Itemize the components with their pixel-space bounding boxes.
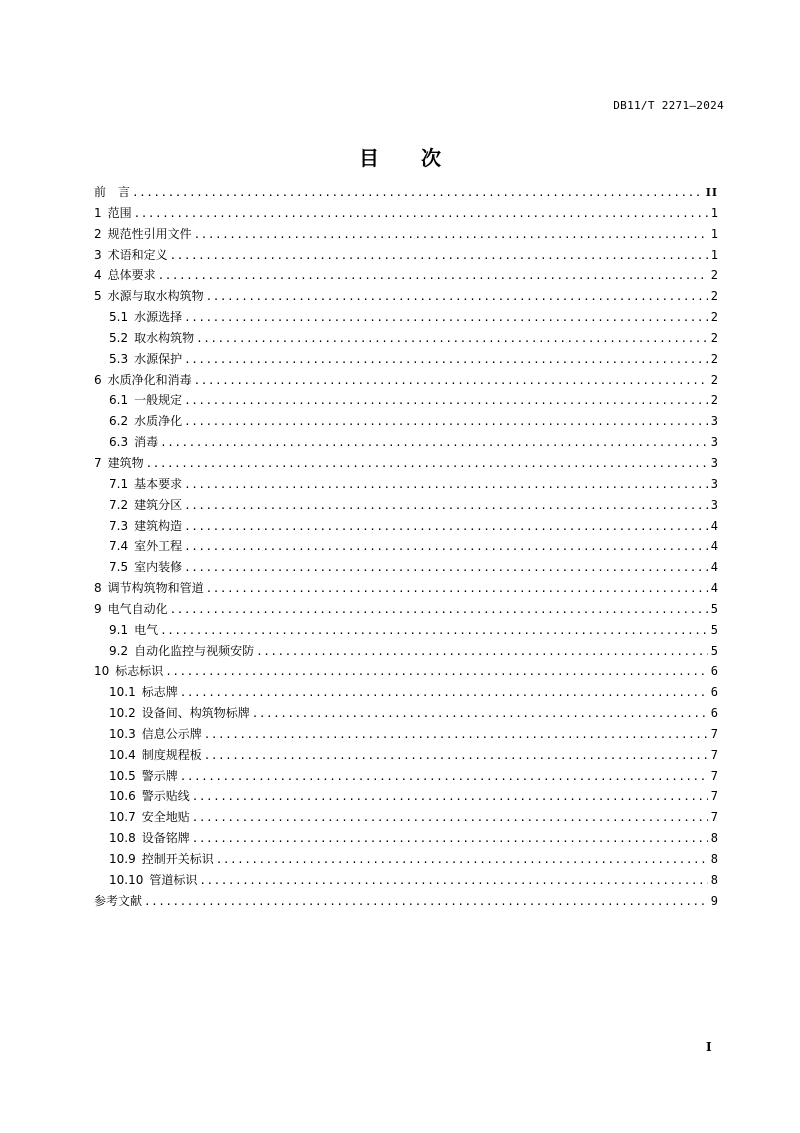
toc-entry-page: 5 bbox=[710, 601, 718, 616]
toc-entry-label: 警示牌 bbox=[141, 768, 178, 783]
toc-entry-number: 7.4 bbox=[109, 539, 129, 554]
toc-entry[interactable] bbox=[94, 203, 718, 224]
toc-entry-number: 7.5 bbox=[109, 560, 129, 575]
toc-entry-page: 8 bbox=[710, 872, 718, 887]
toc-entry-label: 制度规程板 bbox=[141, 747, 202, 762]
dot-leader bbox=[184, 517, 708, 538]
toc-entry-number: 10.1 bbox=[109, 685, 136, 700]
toc-entry-number: 10.2 bbox=[109, 706, 136, 721]
toc-entry-number: 5.1 bbox=[109, 310, 129, 325]
toc-entry-number: 10.5 bbox=[109, 768, 136, 783]
toc-entry-number: 10.6 bbox=[109, 789, 136, 804]
document-code: DB11/T 2271—2024 bbox=[613, 99, 724, 112]
toc-entry-number: 4 bbox=[94, 268, 102, 283]
toc-entry-page: 7 bbox=[710, 768, 718, 783]
toc-entry[interactable] bbox=[94, 245, 718, 266]
toc-entry[interactable] bbox=[94, 828, 718, 849]
toc-entry-label: 术语和定义 bbox=[107, 247, 168, 262]
toc-entry-page: 6 bbox=[710, 685, 718, 700]
toc-entry-page: 2 bbox=[710, 268, 718, 283]
toc-entry[interactable] bbox=[94, 495, 718, 516]
toc-entry-page: 8 bbox=[710, 831, 718, 846]
toc-entry-page: 3 bbox=[710, 497, 718, 512]
toc-entry[interactable] bbox=[94, 786, 718, 807]
toc-entry[interactable] bbox=[94, 265, 718, 286]
toc-entry-page: 4 bbox=[710, 539, 718, 554]
dot-leader bbox=[184, 391, 708, 412]
toc-entry[interactable] bbox=[94, 516, 718, 537]
toc-entry-label: 水源保护 bbox=[134, 351, 183, 366]
toc-entry[interactable] bbox=[94, 849, 718, 870]
toc-entry[interactable] bbox=[94, 182, 718, 203]
toc-entry[interactable] bbox=[94, 703, 718, 724]
toc-entry-page: 2 bbox=[710, 393, 718, 408]
toc-entry-label: 基本要求 bbox=[134, 476, 183, 491]
toc-entry[interactable] bbox=[94, 286, 718, 307]
toc-entry-label: 消毒 bbox=[134, 435, 159, 450]
toc-entry-page: 2 bbox=[710, 330, 718, 345]
toc-entry-label: 总体要求 bbox=[107, 268, 156, 283]
dot-leader bbox=[165, 662, 708, 683]
toc-entry[interactable] bbox=[94, 557, 718, 578]
dot-leader bbox=[170, 246, 708, 267]
toc-entry[interactable] bbox=[94, 224, 718, 245]
toc-entry-page: 2 bbox=[710, 372, 718, 387]
toc-entry-label: 标志标识 bbox=[115, 664, 164, 679]
toc-entry-label: 建筑物 bbox=[107, 455, 144, 470]
dot-leader bbox=[144, 892, 708, 913]
toc-entry-page: 5 bbox=[710, 622, 718, 637]
dot-leader bbox=[184, 475, 708, 496]
toc-title bbox=[0, 142, 800, 171]
toc-entry-page: 4 bbox=[710, 560, 718, 575]
dot-leader bbox=[132, 183, 704, 204]
toc-entry-label: 管道标识 bbox=[149, 872, 198, 887]
dot-leader bbox=[194, 371, 708, 392]
toc-entry-label: 信息公示牌 bbox=[141, 726, 202, 741]
page-number: I bbox=[706, 1040, 712, 1054]
toc-entry-label: 室内装修 bbox=[134, 560, 183, 575]
dot-leader bbox=[180, 767, 708, 788]
toc-entry[interactable] bbox=[94, 453, 718, 474]
toc-entry-label: 设备铭牌 bbox=[141, 831, 190, 846]
toc-entry[interactable] bbox=[94, 307, 718, 328]
dot-leader bbox=[206, 579, 708, 600]
dot-leader bbox=[192, 808, 708, 829]
toc-entry-number: 7.1 bbox=[109, 476, 129, 491]
toc-entry[interactable] bbox=[94, 578, 718, 599]
toc-entry-page: 4 bbox=[710, 518, 718, 533]
dot-leader bbox=[192, 829, 708, 850]
dot-leader bbox=[216, 850, 708, 871]
toc-entry-label: 标志牌 bbox=[141, 685, 178, 700]
toc-entry[interactable] bbox=[94, 411, 718, 432]
toc-entry-page: 7 bbox=[710, 789, 718, 804]
toc-entry-number: 1 bbox=[94, 205, 102, 220]
toc-entry-label: 取水构筑物 bbox=[134, 330, 195, 345]
dot-leader bbox=[134, 204, 708, 225]
dot-leader bbox=[160, 621, 708, 642]
toc-entry-label: 范围 bbox=[107, 205, 132, 220]
toc-entry-label: 水质净化 bbox=[134, 414, 183, 429]
toc-entry-number: 5.3 bbox=[109, 351, 129, 366]
toc-entry-number: 10 bbox=[94, 664, 110, 679]
toc-entry[interactable] bbox=[94, 641, 718, 662]
toc-entry-label: 建筑分区 bbox=[134, 497, 183, 512]
dot-leader bbox=[170, 600, 708, 621]
dot-leader bbox=[184, 558, 708, 579]
toc-entry-label: 电气自动化 bbox=[107, 601, 168, 616]
toc-entry-page: 6 bbox=[710, 664, 718, 679]
toc-entry[interactable] bbox=[94, 390, 718, 411]
toc-entry-page: 2 bbox=[710, 351, 718, 366]
toc-entry[interactable] bbox=[94, 599, 718, 620]
toc-entry[interactable] bbox=[94, 766, 718, 787]
toc-entry-page: 3 bbox=[710, 455, 718, 470]
toc-entry[interactable] bbox=[94, 474, 718, 495]
toc-entry-page: 1 bbox=[710, 226, 718, 241]
toc-entry-label: 水质净化和消毒 bbox=[107, 372, 192, 387]
toc-entry-number: 6.2 bbox=[109, 414, 129, 429]
toc-entry-number: 9 bbox=[94, 601, 102, 616]
toc-entry[interactable] bbox=[94, 349, 718, 370]
dot-leader bbox=[184, 350, 708, 371]
toc-entry-page: 1 bbox=[710, 205, 718, 220]
dot-leader bbox=[256, 642, 708, 663]
toc-entry[interactable] bbox=[94, 745, 718, 766]
toc-entry-number: 10.4 bbox=[109, 747, 136, 762]
toc-entry-number: 10.7 bbox=[109, 810, 136, 825]
toc-entry-page: 7 bbox=[710, 810, 718, 825]
toc-entry-page: 8 bbox=[710, 852, 718, 866]
toc-entry-number: 9.2 bbox=[109, 643, 129, 658]
toc-entry[interactable] bbox=[94, 661, 718, 682]
toc-entry-page: 7 bbox=[710, 726, 718, 741]
toc-entry-label: 一般规定 bbox=[134, 393, 183, 408]
toc-entry-number: 5 bbox=[94, 289, 102, 304]
dot-leader bbox=[194, 225, 708, 246]
dot-leader bbox=[160, 433, 708, 454]
toc-entry-number: 5.2 bbox=[109, 330, 129, 345]
dot-leader bbox=[158, 266, 708, 287]
dot-leader bbox=[192, 787, 708, 808]
toc-entry-label: 水源选择 bbox=[134, 310, 183, 325]
toc-entry-number: 7 bbox=[94, 455, 102, 470]
toc-entry-number: 3 bbox=[94, 247, 102, 262]
toc-entry-number: 6.3 bbox=[109, 435, 129, 450]
dot-leader bbox=[204, 725, 708, 746]
toc-entry[interactable] bbox=[94, 891, 718, 912]
dot-leader bbox=[252, 704, 708, 725]
toc-entry-page: 1 bbox=[710, 247, 718, 262]
dot-leader bbox=[184, 308, 708, 329]
dot-leader bbox=[199, 871, 708, 892]
toc-entry-number: 10.3 bbox=[109, 726, 136, 741]
toc-entry-page: 6 bbox=[710, 706, 718, 721]
toc-entry-label: 调节构筑物和管道 bbox=[107, 581, 204, 596]
dot-leader bbox=[184, 537, 708, 558]
toc-entry[interactable] bbox=[94, 807, 718, 828]
toc-entry[interactable] bbox=[94, 328, 718, 349]
toc-entry-page: 5 bbox=[710, 643, 718, 658]
dot-leader bbox=[180, 683, 708, 704]
toc-entry-page: 2 bbox=[710, 310, 718, 325]
dot-leader bbox=[184, 496, 708, 517]
toc-entry-page: 9 bbox=[710, 893, 718, 908]
toc-entry-page: II bbox=[705, 186, 718, 199]
toc-entry-number: 8 bbox=[94, 581, 102, 596]
toc-entry-label: 自动化监控与视频安防 bbox=[134, 643, 255, 658]
toc-entry-label: 水源与取水构筑物 bbox=[107, 289, 204, 304]
toc-entry-number: 6 bbox=[94, 372, 102, 387]
toc-entry-label: 前 言 bbox=[94, 185, 131, 199]
toc-title-part2: 次 bbox=[421, 146, 441, 170]
toc-entry[interactable] bbox=[94, 620, 718, 641]
toc-entry-label: 规范性引用文件 bbox=[107, 226, 192, 241]
dot-leader bbox=[146, 454, 708, 475]
dot-leader bbox=[184, 412, 708, 433]
toc-entry[interactable] bbox=[94, 724, 718, 745]
toc-entry-number: 10.8 bbox=[109, 831, 136, 846]
toc-entry-label: 警示贴线 bbox=[141, 789, 190, 804]
toc-entry-page: 3 bbox=[710, 414, 718, 429]
toc-entry-label: 电气 bbox=[134, 622, 159, 637]
table-of-contents bbox=[94, 182, 718, 912]
toc-entry[interactable] bbox=[94, 432, 718, 453]
toc-entry-number: 2 bbox=[94, 226, 102, 241]
toc-entry[interactable] bbox=[94, 682, 718, 703]
toc-entry-label: 控制开关标识 bbox=[141, 852, 214, 866]
toc-entry[interactable] bbox=[94, 370, 718, 391]
toc-entry-page: 3 bbox=[710, 476, 718, 491]
toc-entry-number: 10.9 bbox=[109, 852, 136, 866]
toc-entry-label: 安全地贴 bbox=[141, 810, 190, 825]
toc-entry-page: 2 bbox=[710, 289, 718, 304]
toc-entry-label: 设备间、构筑物标牌 bbox=[141, 706, 250, 721]
toc-entry-page: 4 bbox=[710, 581, 718, 596]
toc-entry-number: 9.1 bbox=[109, 622, 129, 637]
toc-entry-label: 建筑构造 bbox=[134, 518, 183, 533]
toc-entry-label: 室外工程 bbox=[134, 539, 183, 554]
toc-entry-number: 7.3 bbox=[109, 518, 129, 533]
dot-leader bbox=[206, 287, 708, 308]
toc-entry-page: 7 bbox=[710, 747, 718, 762]
dot-leader bbox=[196, 329, 708, 350]
toc-entry-number: 10.10 bbox=[109, 872, 144, 887]
toc-entry-page: 3 bbox=[710, 435, 718, 450]
toc-entry-number: 7.2 bbox=[109, 497, 129, 512]
toc-entry-number: 6.1 bbox=[109, 393, 129, 408]
toc-entry[interactable] bbox=[94, 536, 718, 557]
toc-entry-label: 参考文献 bbox=[94, 893, 143, 908]
toc-entry[interactable] bbox=[94, 870, 718, 891]
toc-title-part1: 目 bbox=[359, 146, 379, 170]
dot-leader bbox=[204, 746, 708, 767]
